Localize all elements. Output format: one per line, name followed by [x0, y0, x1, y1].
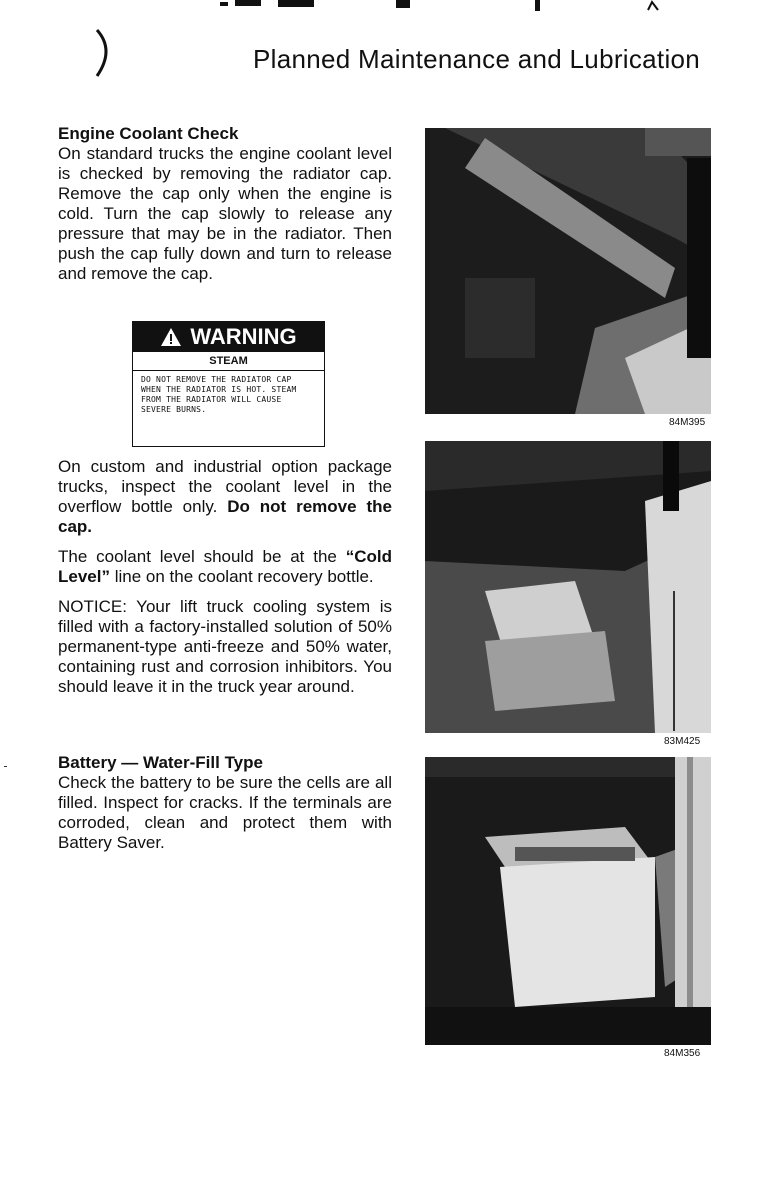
do-not-remove-cap: Do not remove the cap. — [58, 497, 392, 536]
battery-paragraph: Check the battery to be sure the cells are all filled. Inspect for cracks. If the terminals are corroded, clean and protect them with Battery Saver. — [58, 773, 392, 852]
figure-radiator-photo — [425, 128, 711, 414]
margin-mark — [4, 766, 7, 767]
figure-overflow-bottle-photo — [425, 441, 711, 733]
coolant-heading: Engine Coolant Check — [58, 124, 239, 143]
overflow-text: On custom and industrial option package trucks, inspect the coolant level in the overflow bottle only. — [58, 457, 392, 516]
battery-heading: Battery — Water-Fill Type — [58, 753, 263, 772]
page-title: Planned Maintenance and Lubrication — [253, 44, 701, 74]
overflow-section — [58, 457, 392, 697]
coolant-section — [58, 124, 392, 284]
cold-level-label: “Cold Level” — [58, 547, 392, 586]
warning-box — [132, 321, 325, 447]
cold-level-post: line on the coolant recovery bottle. — [114, 567, 374, 586]
notice-paragraph: NOTICE: Your lift truck cooling system is filled with a factory-installed solution of 50% permanent-type anti-freeze and 50% water, containing rust and corrosion inhibitors. You should leave it in the truck year around. — [58, 597, 392, 696]
overflow-paragraph — [58, 457, 392, 537]
cold-level-paragraph — [58, 547, 392, 587]
warning-body: DO NOT REMOVE THE RADIATOR CAP WHEN THE RADIATOR IS HOT. STEAM FROM THE RADIATOR WILL CAUSE SEVERE BURNS. — [141, 375, 297, 414]
scan-marks — [200, 0, 680, 14]
cold-level-pre: The coolant level should be at the — [58, 547, 337, 566]
warning-triangle-icon — [160, 327, 182, 347]
battery-section — [58, 753, 392, 853]
figure-caption-2: 83M425 — [664, 736, 701, 747]
warning-subtitle: STEAM — [133, 352, 324, 371]
warning-title: WARNING — [190, 324, 297, 349]
bracket-mark — [85, 28, 125, 78]
coolant-paragraph: On standard trucks the engine coolant level is checked by removing the radiator cap. Remove the cap only when the engine is cold. Turn the cap slowly to release any pressure that may be in the radiator. Then push the cap fully down and turn to release and remove the cap. — [58, 144, 392, 283]
figure-caption-1: 84M395 — [669, 417, 706, 428]
warning-header — [133, 322, 324, 352]
figure-caption-3: 84M356 — [664, 1048, 701, 1059]
figure-battery-photo — [425, 757, 711, 1045]
